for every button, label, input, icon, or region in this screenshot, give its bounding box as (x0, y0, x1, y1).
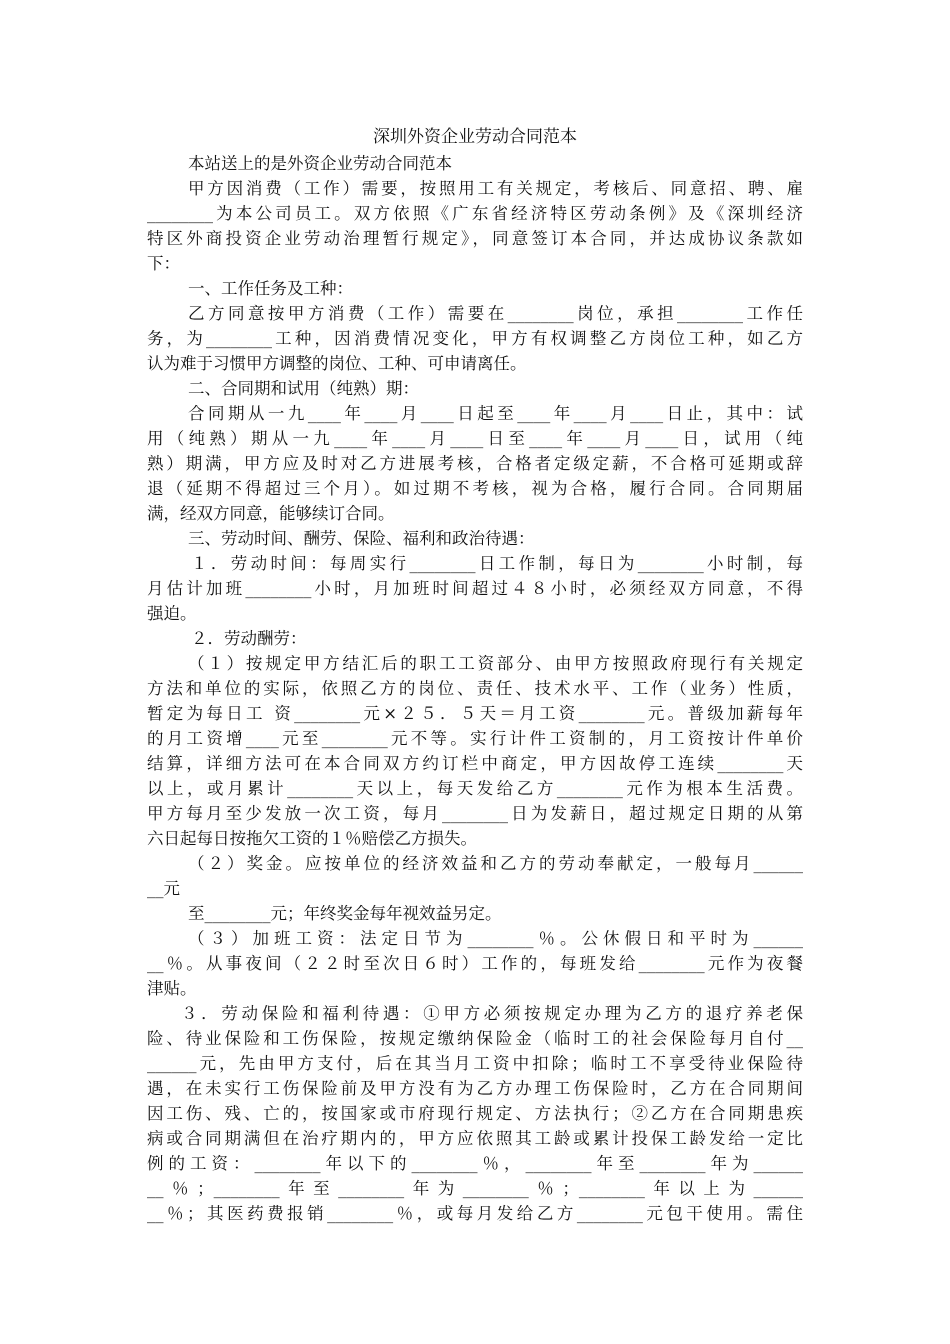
paragraph-line: 病或合同期满但在治疗期内的，甲方应依照其工龄或累计投保工龄发给一定比 (147, 1129, 803, 1148)
paragraph-line: __％；其医药费报销________％，或每月发给乙方________元包干使用。需住 (147, 1204, 803, 1223)
paragraph-line: 退（延期不得超过三个月）。如过期不考核，视为合格，履行合同。合同期届 (147, 479, 803, 498)
paragraph-line: 以上，或月累计________天以上，每天发给乙方________元作为根本生活费。 (147, 779, 803, 798)
paragraph-line: 方法和单位的实际，依照乙方的岗位、责任、技术水平、工作（业务）性质， (147, 679, 803, 698)
paragraph-line: 险、待业保险和工伤保险，按规定缴纳保险金（临时工的社会保险每月自付__ (147, 1029, 803, 1048)
paragraph-line: 暂定为每日工 资________元×２５．５天＝月工资________元。普级加薪每年 (147, 704, 803, 723)
paragraph-line: 乙方同意按甲方消费（工作）需要在________岗位，承担________工作任 (188, 304, 803, 323)
subsection-heading: ２．劳动酬劳： (191, 629, 307, 648)
paragraph-line: 津贴。 (147, 979, 197, 998)
paragraph-line: （１）按规定甲方结汇后的职工工资部分、由甲方按照政府现行有关规定 (188, 654, 803, 673)
paragraph-line: 特区外商投资企业劳动治理暂行规定》，同意签订本合同，并达成协议条款如 (147, 229, 803, 248)
section-heading: 三、劳动时间、酬劳、保险、福利和政治待遇： (188, 529, 535, 548)
paragraph-line: 用（纯熟）期从一九____年____月____日至____年____月____日，试用（纯 (147, 429, 803, 448)
paragraph-line: 例的工资：________年以下的________％，________年至________年为______ (147, 1154, 803, 1173)
paragraph-line: 务，为________工种，因消费情况变化，甲方有权调整乙方岗位工种，如乙方 (147, 329, 803, 348)
paragraph-line: __％；________年至________年为________％；________年以上为______ (147, 1179, 803, 1198)
paragraph-line: __％。从事夜间（２２时至次日６时）工作的，每班发给________元作为夜餐 (147, 954, 803, 973)
paragraph-line: 认为难于习惯甲方调整的岗位、工种、可申请离任。 (147, 354, 527, 373)
paragraph-line: 月估计加班________小时，月加班时间超过４８小时，必须经双方同意，不得 (147, 579, 803, 598)
paragraph-line: 的月工资增____元至________元不等。实行计件工资制的，月工资按计件单价 (147, 729, 803, 748)
intro-line: 本站送上的是外资企业劳动合同范本 (188, 154, 452, 173)
section-heading: 一、工作任务及工种： (188, 279, 353, 298)
paragraph-line: （３）加班工资：法定日节为________％。公休假日和平时为______ (188, 929, 803, 948)
paragraph-line: ３．劳动保险和福利待遇：①甲方必须按规定办理为乙方的退疗养老保 (181, 1004, 803, 1023)
paragraph-line: 至________元；年终奖金每年视效益另定。 (188, 904, 502, 923)
paragraph-line: 因工伤、残、亡的，按国家或市府现行规定、方法执行；②乙方在合同期患疾 (147, 1104, 803, 1123)
paragraph-line: 六日起每日按拖欠工资的１％赔偿乙方损失。 (147, 829, 477, 848)
section-heading: 二、合同期和试用（纯熟）期： (188, 379, 419, 398)
paragraph-line: ______元，先由甲方支付，后在其当月工资中扣除；临时工不享受待业保险待 (147, 1054, 803, 1073)
paragraph-line: 下： (147, 254, 180, 273)
document-body (147, 151, 803, 1226)
paragraph-line: ________为本公司员工。双方依照《广东省经济特区劳动条例》及《深圳经济 (147, 204, 803, 223)
paragraph-line: 甲方因消费（工作）需要，按照用工有关规定，考核后、同意招、聘、雇 (188, 179, 803, 198)
paragraph-line: 合同期从一九____年____月____日起至____年____月____日止，其中：试 (188, 404, 803, 423)
document-title: 深圳外资企业劳动合同范本 (373, 127, 577, 147)
paragraph-line: 强迫。 (147, 604, 197, 623)
paragraph-line: 满，经双方同意，能够续订合同。 (147, 504, 395, 523)
paragraph-line: （２）奖金。应按单位的经济效益和乙方的劳动奉献定，一般每月______ (188, 854, 803, 873)
paragraph-line: 结算，详细方法可在本合同双方约订栏中商定，甲方因故停工连续________天 (147, 754, 803, 773)
paragraph-line: 遇，在未实行工伤保险前及甲方没有为乙方办理工伤保险时，乙方在合同期间 (147, 1079, 803, 1098)
paragraph-line: __元 (147, 879, 180, 898)
paragraph-line: 甲方每月至少发放一次工资，每月________日为发薪日，超过规定日期的从第 (147, 804, 803, 823)
paragraph-line: 熟）期满，甲方应及时对乙方进展考核，合格者定级定薪，不合格可延期或辞 (147, 454, 803, 473)
paragraph-line: １．劳动时间：每周实行________日工作制，每日为________小时制，每 (191, 554, 803, 573)
